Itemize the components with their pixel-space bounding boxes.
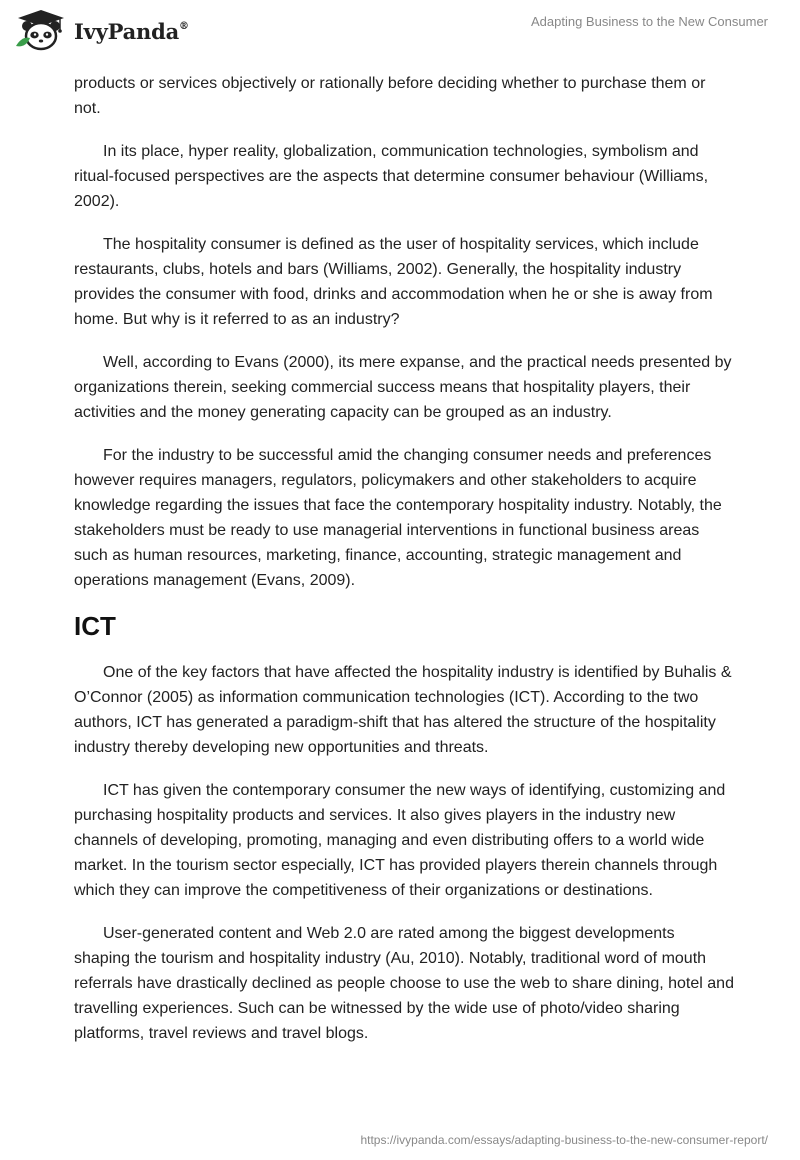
document-title: Adapting Business to the New Consumer — [530, 14, 768, 29]
paragraph: User-generated content and Web 2.0 are rated among the biggest developments shaping the tourism and hospitality industry (Au, 2010). Notably, traditional word of mouth referrals have drastically declined as people choose to use the web to share dining, hotel and travelling experiences. Such can be witnessed by the wide use of photo/video sharing platforms, travel reviews and travel blogs. — [74, 925, 734, 1042]
paragraph: One of the key factors that have affected the hospitality industry is identified by Buhalis & O’Connor (2005) as information communication technologies (ICT). According to the two authors, ICT has generated a paradigm-shift that has altered the structure of the hospitality industry thereby developing new opportunities and threats. — [74, 664, 732, 756]
source-url[interactable]: https://ivypanda.com/essays/adapting-business-to-the-new-consumer-report/ — [360, 1133, 768, 1147]
paragraph: products or services objectively or rationally before deciding whether to purchase them or not. — [74, 75, 706, 117]
ivypanda-logo[interactable] — [14, 8, 189, 52]
article-body — [74, 71, 734, 1064]
paragraph: ICT has given the contemporary consumer the new ways of identifying, customizing and purchasing hospitality products and services. It also gives players in the industry new channels of developing, promoting, managing and even distributing offers to a world wide market. In the tourism sector especially, ICT has provided players therein channels through which they can improve the competitiveness of their organizations or destinations. — [74, 782, 726, 899]
paragraph: Well, according to Evans (2000), its mere expanse, and the practical needs presented by organizations therein, seeking commercial success means that hospitality players, their activities and the money generating capacity can be grouped as an industry. — [74, 354, 732, 421]
paragraph: In its place, hyper reality, globalization, communication technologies, symbolism and ritual-focused perspectives are the aspects that determine consumer behaviour (Williams, 2002). — [74, 143, 709, 210]
page-header — [0, 0, 800, 70]
section-heading: ICT — [74, 611, 116, 641]
brand-name: IvyPanda® — [74, 18, 189, 44]
paragraph: For the industry to be successful amid the changing consumer needs and preferences however requires managers, regulators, policymakers and other stakeholders to acquire knowledge regarding the issues that face the contemporary hospitality industry. Notably, the stakeholders must be ready to use managerial interventions in functional business areas such as human resources, marketing, finance, accounting, strategic management and operations management (Evans, 2009). — [74, 447, 722, 589]
paragraph: The hospitality consumer is defined as the user of hospitality services, which include restaurants, clubs, hotels and bars (Williams, 2002). Generally, the hospitality industry provides the consumer with food, drinks and accommodation when he or she is away from home. But why is it referred to as an industry? — [74, 236, 713, 328]
panda-graduate-icon — [14, 8, 68, 52]
